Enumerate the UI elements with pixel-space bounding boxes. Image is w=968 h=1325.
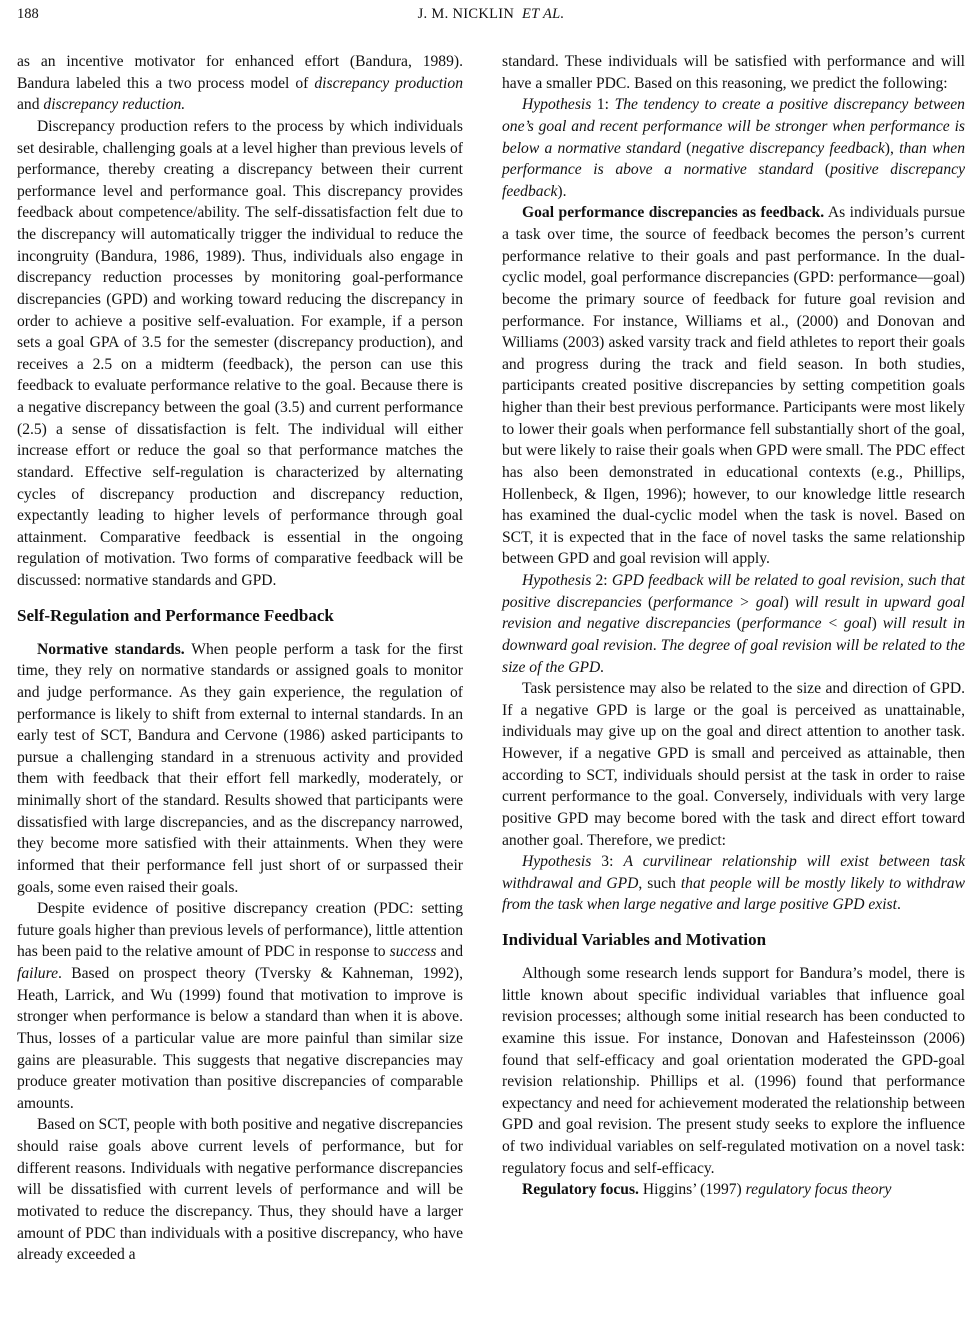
italic-text: failure: [17, 965, 59, 982]
body-text: 2:: [591, 572, 612, 589]
italic-text: performance > goal: [653, 593, 784, 611]
italic-text: discrepancy reduction.: [43, 96, 186, 114]
body-text: . Based on prospect theory (Tversky & Kahneman, 1992), Heath, Larrick, and Wu (1999) found that motivation to improve is stronger when performance is below a standard than when it is above. Thus, losses of a particular value are more painful than similar size gains are pleasurable. This suggests that negative discrepancies may produce greater motivation than positive discrepancies of comparable amounts.: [17, 965, 463, 1112]
italic-text: Hypothesis: [522, 853, 592, 871]
italic-text: discrepancy production: [314, 74, 463, 92]
body-text: Despite evidence of positive discrepancy creation (PDC: setting future goals higher than previous levels of performance), little attention has been paid to the relative amount of PDC in response to: [17, 900, 464, 961]
body-text: Although some research lends support for Bandura’s model, there is little known about specific individual variables that influence goal revision processes; although some initial research has been conducted to examine this issue. For instance, Donovan and Hafesteinsson (2006) found that self-efficacy and goal orientation moderated the GPD-goal revision relationship. Phillips et al. (1996) found that performance expectancy and need for achievement moderated the relationship between GPD and goal revision. The present study seeks to explore the influence of two individual variables on self-regulated motivation on a novel task: regulatory focus and self-efficacy.: [502, 965, 965, 1177]
paragraph: [502, 851, 965, 916]
italic-text: A curvilinear relationship will exist between task withdrawal and GPD: [502, 853, 965, 892]
body-text: 3:: [591, 853, 624, 871]
run-in-heading: Goal performance discrepancies as feedback.: [522, 204, 825, 222]
paragraph: [502, 963, 965, 1179]
paragraph: [502, 51, 965, 94]
body-text: (: [641, 593, 654, 611]
italic-text: The tendency to create a positive discrepancy between one’s goal and recent performance will be stronger when performance is below a normative standard: [502, 96, 965, 157]
body-text: standard. These individuals will be satisfied with performance and will have a smaller PDC. Based on this reasoning, we predict the following:: [502, 53, 965, 92]
italic-text: will result in upward goal revision and negative discrepancies: [502, 593, 965, 633]
body-text: as an incentive motivator for enhanced effort (Bandura, 1989). Bandura labeled this a two process model of: [17, 53, 463, 92]
italic-text: Hypothesis: [522, 96, 592, 114]
paragraph: [17, 51, 463, 116]
body-text: and: [17, 96, 44, 114]
section-heading: Self-Regulation and Performance Feedback: [17, 605, 334, 625]
paragraph: [502, 1179, 965, 1201]
right-column: [502, 51, 965, 1201]
running-head-etal: ET AL.: [522, 6, 565, 22]
paragraph: [17, 116, 463, 592]
run-in-heading: Normative standards.: [37, 640, 185, 658]
paragraph: [17, 639, 463, 899]
body-text: .: [896, 896, 901, 914]
italic-text: The degree of goal revision will be related to the size of the GPD.: [502, 636, 965, 676]
page-number: 188: [17, 6, 39, 22]
section-heading: Individual Variables and Motivation: [502, 930, 767, 949]
body-text: Higgins’ (1997): [638, 1181, 746, 1199]
italic-text: that people will be mostly likely to withdraw from the task when large negative and large positive GPD exist: [502, 874, 966, 914]
running-head-authors: J. M. NICKLIN: [417, 6, 515, 22]
italic-text: GPD feedback will be related to goal revision, such that positive discrepancies: [502, 572, 965, 611]
running-head: [17, 6, 965, 23]
paragraph: [502, 570, 965, 678]
run-in-heading: Regulatory focus.: [522, 1181, 639, 1199]
body-text: ).: [557, 182, 567, 200]
body-text: 1:: [591, 96, 615, 114]
body-text: ),: [884, 139, 900, 157]
body-text: As individuals pursue a task over time, the source of feedback becomes the person’s current performance relative to their goals and past performance. In the dual-cyclic model, goal performance discrepancies (GPD: performance—goal) become the primary source of feedback for future goal revision and performance. For instance, Williams et al., (2000) and Donovan and Williams (2003) asked varsity track and field athletes to report their goals and progress during the track and field season. In both studies, participants created positive discrepancies by setting competition goals higher than their best previous performance. Participants were most likely to lower their goals when performance fell substantially short of the goal, but were likely to raise their goals when GPD were small. The PDC effect has also been demonstrated in educational contexts (e.g., Phillips, Hollenbeck, & Ilgen, 1996); however, to our knowledge little research has examined the dual-cyclic model when the task is novel. Based on SCT, it is expected that in the face of novel tasks the same relationship between GPD and goal revision will apply.: [502, 204, 965, 568]
body-text: Based on SCT, people with both positive and negative discrepancies should raise goals above current levels of performance, but for different reasons. Individuals with negative performance discrepancies will be dissatisfied with current levels of performance and will be motivated to reduce the discrepancy. Thus, they should have a larger amount of PDC than individuals with a positive discrepancy, who have already exceeded a: [17, 1116, 463, 1264]
italic-text: will result in downward goal revision: [502, 615, 966, 654]
italic-text: negative discrepancy feedback: [691, 139, 885, 157]
italic-text: positive discrepancy feedback: [502, 161, 965, 200]
paragraph: [502, 202, 965, 570]
italic-text: than when performance is above a normative standard: [502, 139, 966, 179]
page-header: [17, 6, 965, 28]
italic-text: performance < goal: [741, 615, 872, 633]
body-text: (: [680, 139, 692, 157]
body-text: and: [436, 943, 463, 961]
body-text: , such: [638, 874, 681, 892]
paragraph: [502, 94, 965, 202]
paragraph: [17, 1114, 463, 1265]
paragraph: [17, 898, 463, 1114]
body-text: (: [813, 161, 831, 179]
body-text: (: [730, 615, 742, 633]
body-text: ): [783, 593, 795, 611]
body-text: Discrepancy production refers to the process by which individuals set desirable, challenging goals at a level higher than previous levels of performance, thereby creating a discrepancy between their current performance level and performance goal. This discrepancy provides feedback about competence/ability. The self-dissatisfaction felt due to the discrepancy will automatically trigger the individual to reduce the incongruity (Bandura, 1986, 1989). Thus, individuals also engage in discrepancy reduction processes by monitoring goal-performance discrepancies (GPD) and working toward reducing the discrepancy in order to achieve a positive self-evaluation. For example, if a person sets a goal GPA of 3.5 for the semester (discrepancy production), and receives a 2.5 on a midterm (feedback), the person can use this feedback to evaluate performance relative to the goal. Because there is a negative discrepancy between the goal (3.5) and current performance (2.5) a sense of dissatisfaction is felt. The individual will either increase effort or reduce the goal so that performance matches the standard. Effective self-regulation is characterized by alternating cycles of discrepancy production and discrepancy reduction, expectantly leading to higher levels of performance through goal attainment. Comparative feedback is essential in the ongoing regulation of motivation. Two forms of comparative feedback will be discussed: normative standards and GPD.: [17, 117, 463, 589]
body-text: When people perform a task for the first time, they rely on normative standards or assigned goals to monitor and judge performance. As they gain experience, the regulation of performance is likely to shift from external to internal standards. In an early test of SCT, Bandura and Cervone (1986) asked participants to pursue a challenging standard in a strenuous activity and provided them with feedback that their effort fell markedly, moderately, or minimally short of the standard. Results showed that participants were dissatisfied with large discrepancies, and as the discrepancy narrowed, they become more satisfied with their attainments. When they were informed that their performance fell just short of or surpassed their goals, some even raised their goals.: [17, 640, 463, 896]
body-text: Task persistence may also be related to the size and direction of GPD. If a negative GPD is large or the goal is perceived as unattainable, individuals may give up on the goal and direct attention to another task. However, if a negative GPD is small and perceived as attainable, then according to SCT, individuals should persist at the task in order to raise current performance to the goal. Conversely, individuals with very large positive GPD may become bored with the task and direct effort toward another goal. Therefore, we predict:: [502, 680, 965, 849]
italic-text: success: [389, 943, 437, 961]
body-text: ): [871, 615, 883, 633]
body-text: .: [652, 636, 661, 654]
italic-text: Hypothesis: [522, 572, 592, 589]
paragraph: [502, 678, 965, 851]
italic-text: regulatory focus theory: [745, 1181, 892, 1199]
left-column: [17, 51, 463, 1266]
